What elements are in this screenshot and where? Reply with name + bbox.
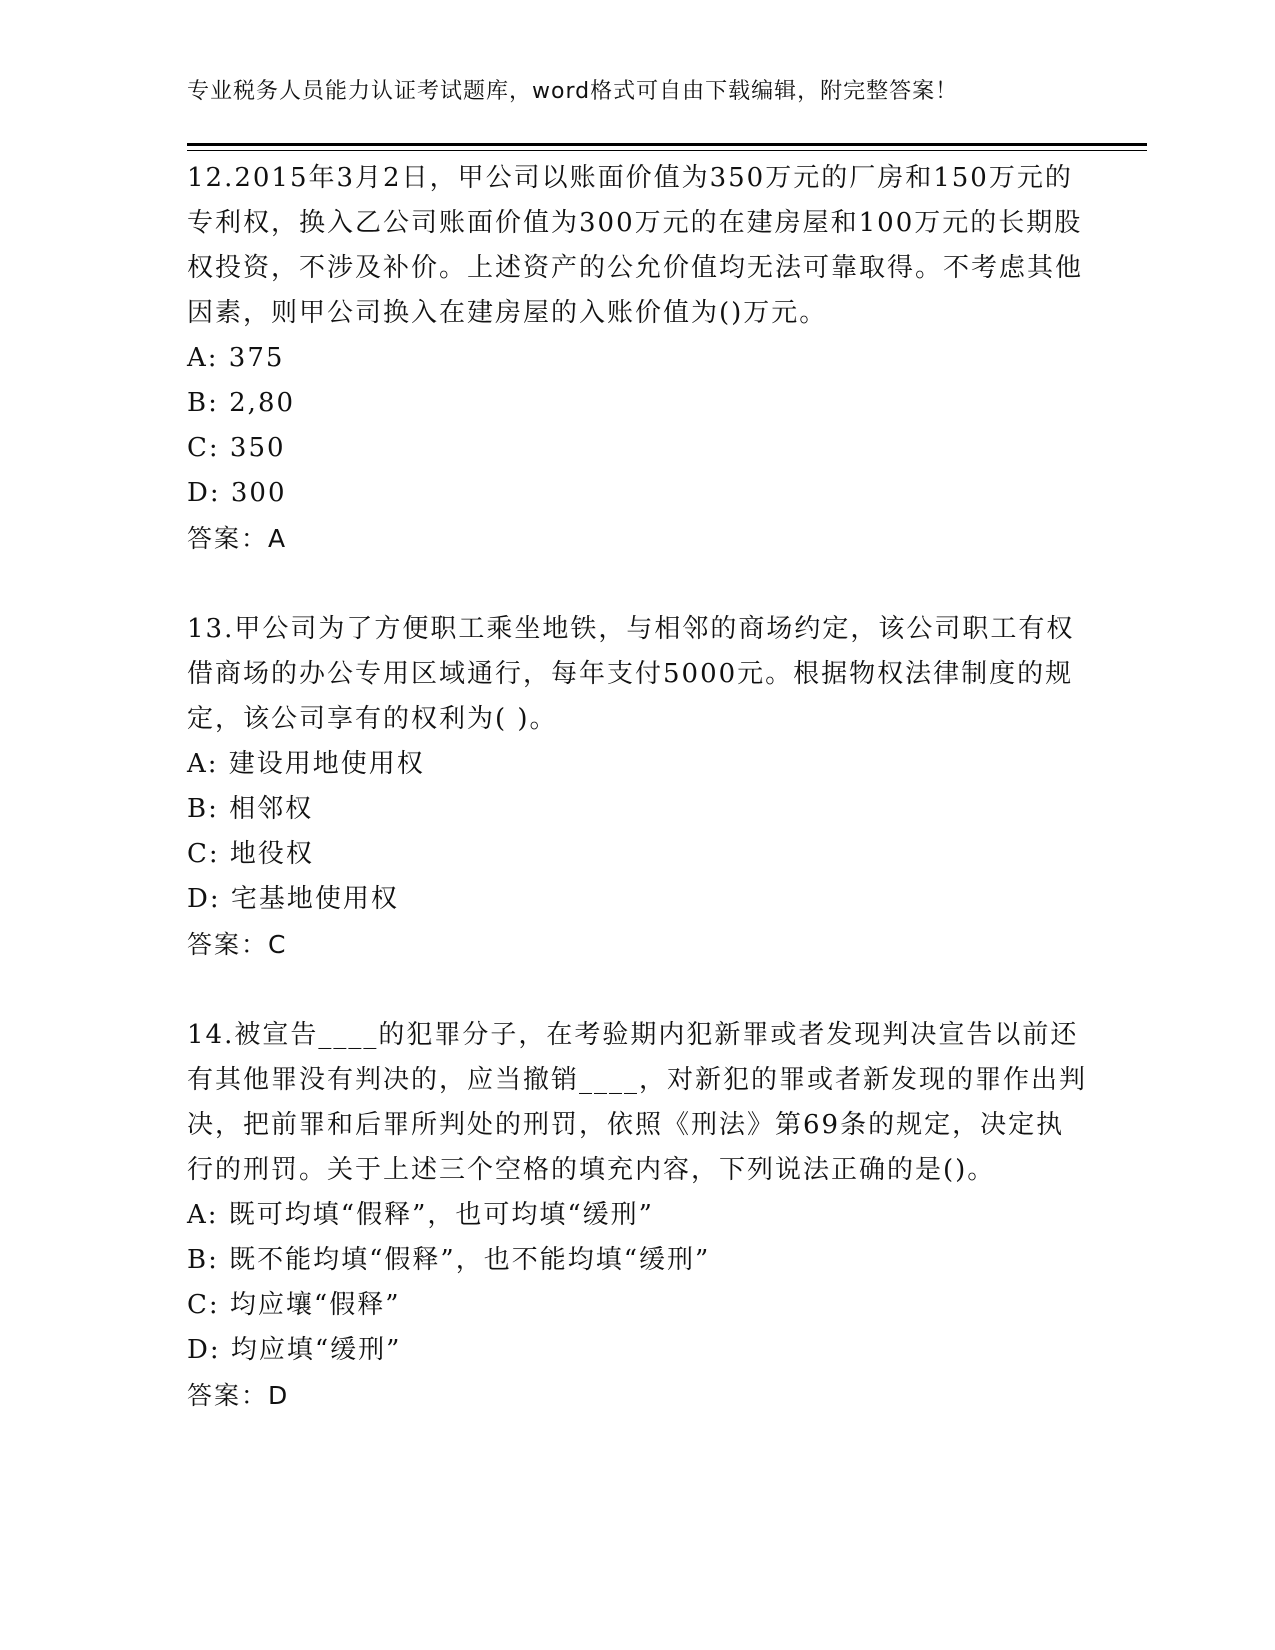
- header-divider-thin: [187, 150, 1147, 151]
- option-c: C: 350: [187, 433, 286, 463]
- question-stem: 12.2015年3月2日，甲公司以账面价值为350万元的厂房和150万元的专利权，换入乙公司账面价值为300万元的在建房屋和100万元的长期股权投资，不涉及补价。上述资产的公允价值均无法可靠取得。不考虑其他因素，则甲公司换入在建房屋的入账价值为()万元。: [187, 163, 1084, 328]
- question-14: [187, 1013, 1087, 1418]
- question-12: [187, 156, 1087, 561]
- option-a: A: 建设用地使用权: [187, 749, 425, 779]
- option-a: A: 375: [187, 343, 285, 373]
- option-d: D: 均应填“缓刑”: [187, 1335, 402, 1365]
- question-13: [187, 607, 1087, 967]
- spacer: [187, 561, 1087, 607]
- answer-line: 答案：D: [187, 1381, 290, 1410]
- option-c: C: 均应壤“假释”: [187, 1290, 401, 1320]
- answer-line: 答案：C: [187, 930, 288, 959]
- option-b: B: 既不能均填“假释”，也不能均填“缓刑”: [187, 1245, 711, 1275]
- option-b: B: 2,80: [187, 388, 296, 418]
- question-stem: 13.甲公司为了方便职工乘坐地铁，与相邻的商场约定，该公司职工有权借商场的办公专用区域通行，每年支付5000元。根据物权法律制度的规定，该公司享有的权利为( )。: [187, 614, 1075, 734]
- question-list: [187, 156, 1087, 1418]
- option-d: D: 300: [187, 478, 287, 508]
- spacer: [187, 967, 1087, 1013]
- option-c: C: 地役权: [187, 839, 314, 869]
- question-stem: 14.被宣告____的犯罪分子，在考验期内犯新罪或者发现判决宣告以前还有其他罪没有判决的，应当撤销____，对新犯的罪或者新发现的罪作出判决，把前罪和后罪所判处的刑罚，依照《刑法》第69条的规定，决定执行的刑罚。关于上述三个空格的填充内容，下列说法正确的是()。: [187, 1020, 1088, 1185]
- answer-line: 答案：A: [187, 524, 288, 553]
- option-d: D: 宅基地使用权: [187, 884, 399, 914]
- option-a: A: 既可均填“假释”，也可均填“缓刑”: [187, 1200, 654, 1230]
- page-header: 专业税务人员能力认证考试题库，word格式可自由下载编辑，附完整答案！: [187, 79, 959, 104]
- header-divider-thick: [187, 143, 1147, 146]
- option-b: B: 相邻权: [187, 794, 314, 824]
